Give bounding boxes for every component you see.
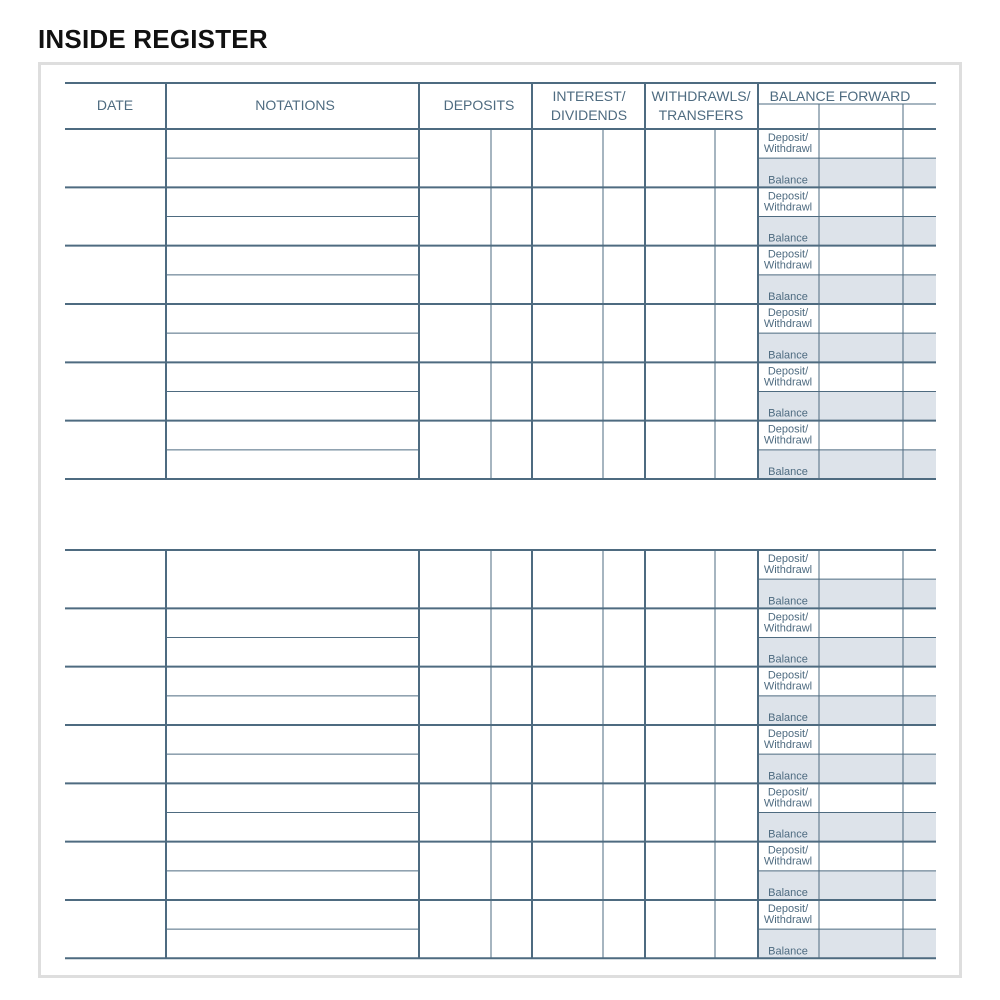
balance-label: Balance [768,653,808,666]
withdrawl-label: Withdrawl [763,376,813,389]
page-title: INSIDE REGISTER [38,24,268,54]
deposit-label: Deposit/ [767,902,809,915]
withdrawl-label: Withdrawl [763,259,813,272]
deposit-label: Deposit/ [767,844,809,857]
balance-label: Balance [768,349,808,362]
header-withdrawals-line1: WITHDRAWLS/ [651,88,751,104]
balance-label: Balance [768,828,808,841]
deposit-label: Deposit/ [767,423,809,436]
deposit-label: Deposit/ [767,132,809,144]
withdrawl-label: Withdrawl [763,913,813,926]
deposit-label: Deposit/ [767,611,809,624]
withdrawl-label: Withdrawl [763,143,813,155]
withdrawl-label: Withdrawl [763,738,813,751]
balance-label: Balance [768,465,808,478]
header-deposits: DEPOSITS [443,97,515,113]
header-withdrawals-line2: TRANSFERS [658,107,744,123]
balance-label: Balance [768,174,808,187]
withdrawl-label: Withdrawl [763,317,813,330]
deposit-label: Deposit/ [767,248,809,261]
header-interest-line2: DIVIDENDS [550,107,628,123]
balance-label: Balance [768,886,808,899]
balance-label: Balance [768,595,808,608]
deposit-label: Deposit/ [767,365,809,378]
deposit-label: Deposit/ [767,727,809,740]
header-date: DATE [96,97,134,113]
balance-label: Balance [768,290,808,303]
balance-label: Balance [768,232,808,245]
withdrawl-label: Withdrawl [763,201,813,214]
header-balance-forward: BALANCE FORWARD [769,88,911,104]
header-notations: NOTATIONS [255,97,335,113]
deposit-label: Deposit/ [767,306,809,319]
header-interest-line1: INTEREST/ [552,88,626,104]
deposit-label: Deposit/ [767,190,809,203]
withdrawl-label: Withdrawl [763,622,813,635]
balance-label: Balance [768,770,808,783]
balance-label: Balance [768,945,808,958]
withdrawl-label: Withdrawl [763,680,813,693]
withdrawl-label: Withdrawl [763,797,813,810]
withdrawl-label: Withdrawl [763,434,813,447]
deposit-label: Deposit/ [767,669,809,682]
deposit-label: Deposit/ [767,553,809,565]
deposit-label: Deposit/ [767,786,809,799]
withdrawl-label: Withdrawl [763,855,813,868]
balance-label: Balance [768,407,808,420]
balance-label: Balance [768,711,808,724]
withdrawl-label: Withdrawl [763,564,813,576]
